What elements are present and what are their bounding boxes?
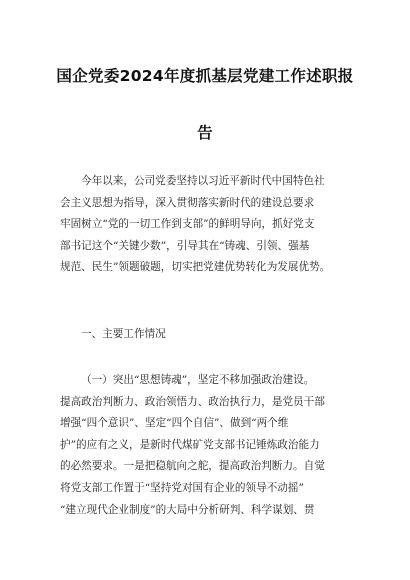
document-title-line-1: 国企党委2024年度抓基层党建工作述职报 (56, 67, 354, 85)
section-heading: 一、主要工作情况 (81, 328, 166, 340)
section1-paragraph (60, 370, 360, 521)
intro-line: 今年以来，公司党委坚持以习近平新时代中国特色社 (81, 175, 325, 187)
section1-line: 增强“四个意识”、坚定“四个自信”、做到“两个维 (60, 417, 289, 430)
intro-line: 牢固树立“党的一切工作到支部”的鲜明导向，抓好党支 (60, 218, 315, 231)
intro-line: 会主义思想为指导，深入贯彻落实新时代的建设总要求 (60, 196, 315, 209)
section1-line: “建立现代企业制度”的大局中分析研判、科学谋划、贯 (60, 503, 315, 516)
section1-line: （一）突出“思想铸魂”，坚定不移加强政治建设。 (81, 374, 315, 386)
section1-line: 护”的应有之义，是新时代煤矿党支部书记锤炼政治能力 (60, 438, 320, 451)
intro-line: 部书记这个“关键少数”，引导其在“铸魂、引领、强基 (60, 239, 310, 252)
section1-line: 提高政治判断力、政治领悟力、政治执行力，是党员干部 (60, 395, 325, 408)
section1-line: 将党支部工作置于“坚持党对国有企业的领导不动摇” (60, 481, 304, 494)
document-title-line-2: 告 (197, 124, 213, 142)
intro-line: 规范、民生”领题破题，切实把党建优势转化为发展优势。 (60, 261, 331, 274)
intro-paragraph (60, 171, 360, 279)
section1-line: 的必然要求。一是把稳航向之舵，提高政治判断力。自觉 (60, 460, 325, 473)
